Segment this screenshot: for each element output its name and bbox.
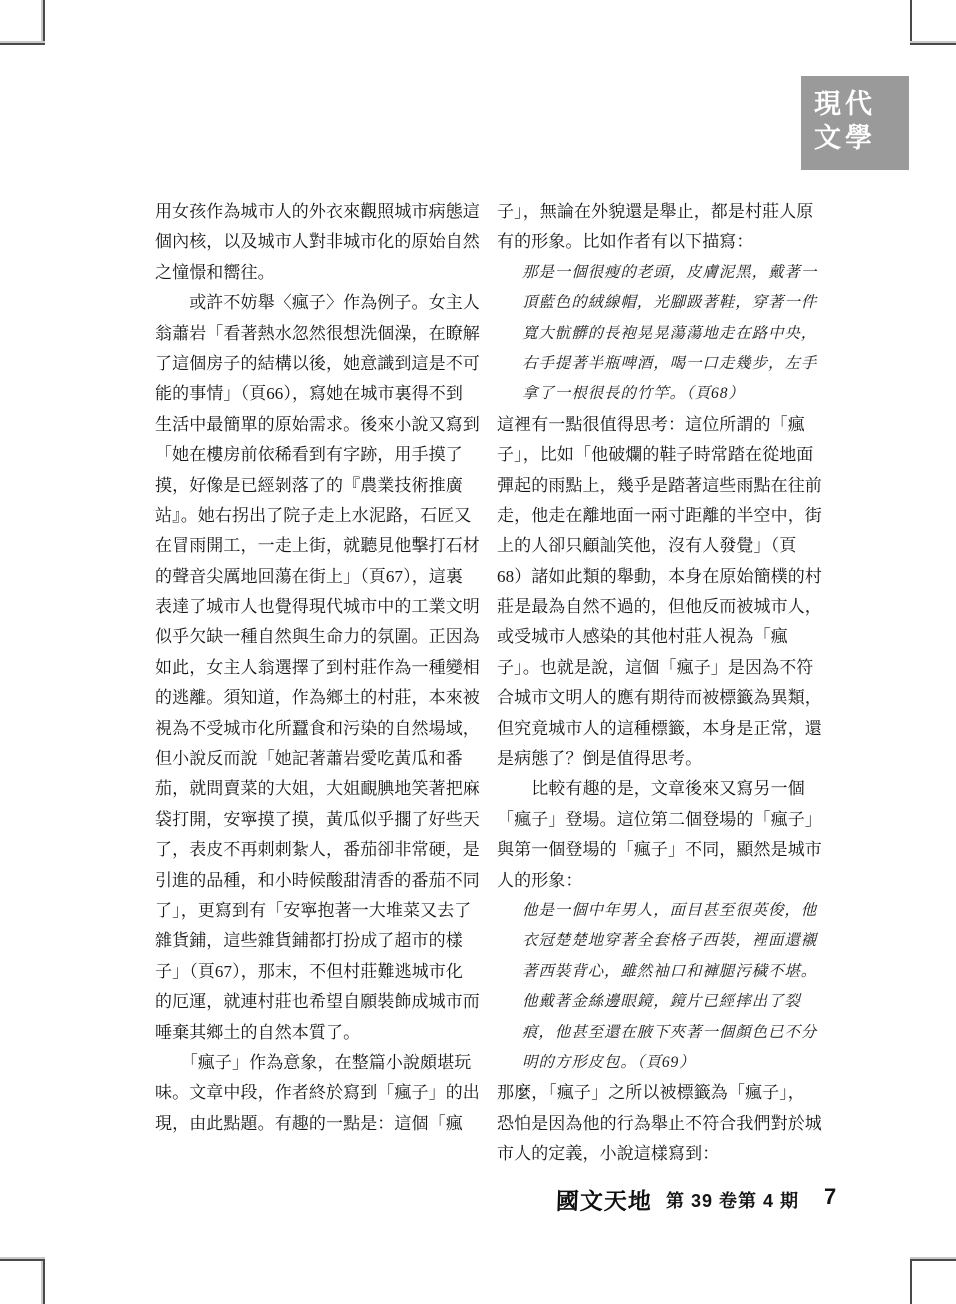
body-line: 子」，比如「他破爛的鞋子時常踏在從地面 bbox=[497, 445, 814, 465]
issue-label: 第 39 卷第 4 期 bbox=[666, 1191, 800, 1211]
body-line: 合城市文明人的應有期待而被標籤為異類， bbox=[497, 688, 822, 708]
crop-mark-top-right-h bbox=[910, 43, 956, 45]
category-tab-label-line2: 文學 bbox=[814, 123, 876, 153]
crop-mark-top-left-v bbox=[43, 0, 45, 45]
body-line: 市人的定義，小說這樣寫到： bbox=[497, 1144, 720, 1164]
body-line: 能的事情」（頁66），寫她在城市裏得不到 bbox=[155, 384, 463, 404]
body-line: 走，他走在離地面一兩寸距離的半空中，街 bbox=[497, 505, 822, 525]
quote-line: 頂藍色的絨線帽，光腳趿著鞋，穿著一件 bbox=[522, 294, 818, 312]
body-line: 之憧憬和嚮往。 bbox=[155, 262, 275, 282]
body-line: 視為不受城市化所蠶食和污染的自然場域， bbox=[155, 718, 480, 738]
body-line: 個內核，以及城市人對非城市化的原始自然 bbox=[155, 232, 480, 252]
body-line: 用女孩作為城市人的外衣來觀照城市病態這 bbox=[155, 202, 480, 221]
body-line: 的厄運，就連村莊也希望自願裝飾成城市而 bbox=[155, 992, 480, 1012]
quote-line: 明的方形皮包。（頁69） bbox=[522, 1053, 696, 1071]
body-line: 生活中最簡單的原始需求。後來小說又寫到 bbox=[155, 414, 480, 434]
body-line: 那麼，「瘋子」之所以被標籤為「瘋子」， bbox=[497, 1083, 805, 1103]
body-line: 68）諸如此類的舉動，本身在原始簡樸的村 bbox=[497, 566, 822, 586]
body-line: 是病態了？倒是值得思考。 bbox=[497, 749, 703, 769]
body-line: 似乎欠缺一種自然與生命力的氛圍。正因為 bbox=[155, 627, 480, 647]
body-line: 翁蕭岩「看著熱水忽然很想洗個澡，在瞭解 bbox=[155, 323, 480, 343]
body-line: 有的形象。比如作者有以下描寫： bbox=[497, 232, 754, 252]
quote-line: 他戴著金絲邊眼鏡，鏡片已經摔出了裂 bbox=[522, 993, 801, 1011]
left-text-column bbox=[155, 197, 481, 1139]
body-line: 子」，無論在外貌還是舉止，都是村莊人原 bbox=[497, 202, 814, 221]
body-line: 「她在樓房前依稀看到有字跡，用手摸了 bbox=[155, 445, 463, 465]
body-line: 在冒雨開工，一走上街，就聽見他擊打石材 bbox=[155, 536, 480, 556]
body-line: 或許不妨舉〈瘋子〉作為例子。女主人 bbox=[155, 293, 480, 313]
body-line: 比較有趣的是，文章後來又寫另一個 bbox=[497, 779, 805, 799]
body-line: 但究竟城市人的這種標籤，本身是正常，還 bbox=[497, 718, 822, 738]
body-line: 上的人卻只顧訕笑他，沒有人發覺」（頁 bbox=[497, 536, 797, 556]
crop-mark-bottom-left-v bbox=[43, 1261, 45, 1304]
crop-mark-top-left-h bbox=[0, 43, 45, 45]
body-line: 如此，女主人翁選擇了到村莊作為一種變相 bbox=[155, 657, 480, 677]
body-line: 味。文章中段，作者終於寫到「瘋子」的出 bbox=[155, 1083, 480, 1103]
body-line: 的逃離。須知道，作為鄉土的村莊，本來被 bbox=[155, 688, 480, 708]
quote-line: 那是一個很瘦的老頭，皮膚泥黑，戴著一 bbox=[522, 263, 818, 281]
quote-line: 痕，他甚至還在腋下夾著一個顏色已不分 bbox=[522, 1023, 818, 1041]
body-line: 子」。也就是說，這個「瘋子」是因為不符 bbox=[497, 657, 814, 677]
body-line: 現，由此點題。有趣的一點是：這個「瘋 bbox=[155, 1113, 463, 1133]
body-line: 了」，更寫到有「安寧抱著一大堆菜又去了 bbox=[155, 900, 472, 920]
body-line: 了，表皮不再刺刺紮人，番茄卻非常硬，是 bbox=[155, 840, 480, 860]
category-tab-label-line1: 現代 bbox=[814, 89, 876, 119]
body-line: 子」（頁67），那末，不但村莊難逃城市化 bbox=[155, 961, 463, 981]
quote-line: 衣冠楚楚地穿著全套格子西裝，裡面還襯 bbox=[522, 932, 818, 950]
quote-line: 著西裝背心，雖然袖口和褲腿污穢不堪。 bbox=[522, 962, 818, 980]
crop-mark-top-right-v bbox=[910, 0, 912, 45]
body-line: 這裡有一點很值得思考：這位所謂的「瘋 bbox=[497, 414, 805, 434]
crop-mark-bottom-right-h bbox=[910, 1259, 956, 1261]
body-line: 茄，就問賣菜的大姐，大姐靦腆地笑著把麻 bbox=[155, 779, 480, 799]
quote-line: 他是一個中年男人，面目甚至很英俊，他 bbox=[522, 901, 818, 919]
body-line: 的聲音尖厲地回蕩在街上」（頁67），這裏 bbox=[155, 566, 463, 586]
body-line: 表達了城市人也覺得現代城市中的工業文明 bbox=[155, 597, 480, 617]
body-line: 莊是最為自然不過的，但他反而被城市人， bbox=[497, 597, 822, 617]
crop-mark-bottom-left-h bbox=[0, 1259, 45, 1261]
journal-logo: 國文天地 bbox=[555, 1189, 653, 1214]
right-text-column bbox=[497, 197, 822, 1170]
body-line: 摸，好像是已經剝落了的『農業技術推廣 bbox=[155, 475, 463, 495]
body-line: 雜貨鋪，這些雜貨鋪都打扮成了超市的樣 bbox=[155, 931, 463, 951]
body-line: 了這個房子的結構以後，她意識到這是不可 bbox=[155, 353, 480, 373]
crop-mark-bottom-right-v bbox=[910, 1261, 912, 1304]
body-line: 唾棄其鄉土的自然本質了。 bbox=[155, 1022, 361, 1042]
body-line: 恐怕是因為他的行為舉止不符合我們對於城 bbox=[497, 1113, 822, 1133]
body-line: 但小說反而說「她記著蕭岩愛吃黃瓜和番 bbox=[155, 749, 463, 769]
body-line: 彈起的雨點上，幾乎是踏著這些雨點在往前 bbox=[497, 475, 822, 495]
body-line: 引進的品種，和小時候酸甜清香的番茄不同 bbox=[155, 870, 480, 890]
quote-line: 寬大骯髒的長袍晃晃蕩蕩地走在路中央， bbox=[522, 324, 818, 342]
body-line: 「瘋子」登場。這位第二個登場的「瘋子」 bbox=[497, 809, 822, 829]
body-line: 袋打開，安寧摸了摸，黃瓜似乎擱了好些天 bbox=[155, 809, 480, 829]
body-line: 或受城市人感染的其他村莊人視為「瘋 bbox=[497, 627, 788, 647]
category-tab-modern-literature bbox=[801, 76, 909, 170]
quote-line: 拿了一根很長的竹竿。（頁68） bbox=[522, 385, 745, 403]
body-line: 站』。她右拐出了院子走上水泥路，石匠又 bbox=[155, 505, 472, 525]
page-number: 7 bbox=[824, 1184, 837, 1209]
body-line: 人的形象： bbox=[497, 870, 583, 890]
quote-line: 右手提著半瓶啤酒，喝一口走幾步，左手 bbox=[522, 354, 818, 372]
body-line: 「瘋子」作為意象，在整篇小說頗堪玩 bbox=[155, 1052, 472, 1072]
body-line: 與第一個登場的「瘋子」不同，顯然是城市 bbox=[497, 840, 822, 860]
